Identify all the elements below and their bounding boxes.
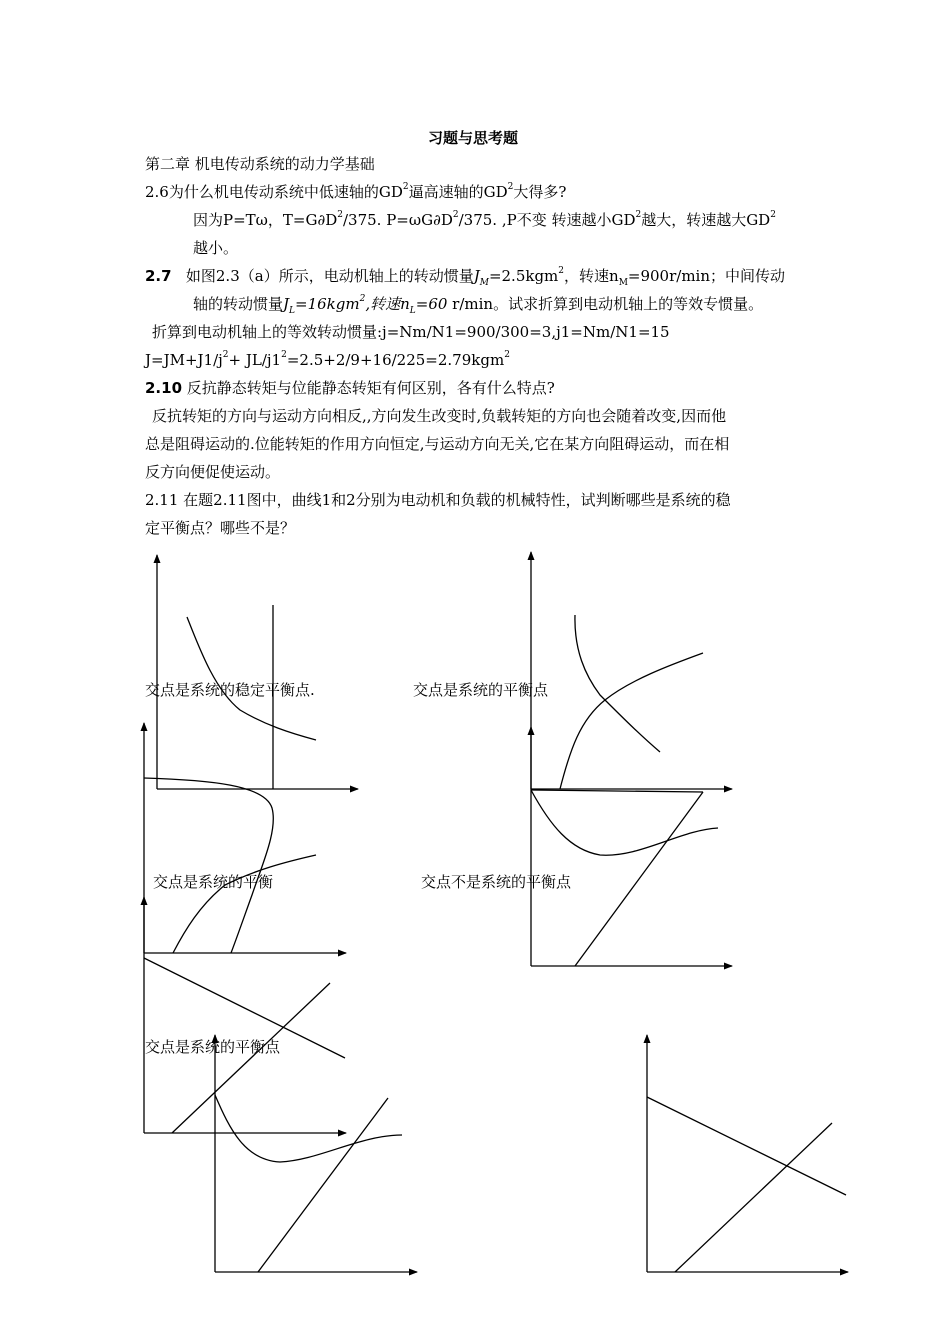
graph-g	[647, 1035, 848, 1272]
graph-d-curve-motor	[531, 790, 718, 855]
graph-c-curve-load	[173, 855, 316, 953]
question-2-11-line1: 2.11 在题2.11图中，曲线1和2分别为电动机和负载的机械特性，试判断哪些是系统的稳	[145, 491, 731, 509]
question-2-10: 2.10 反抗静态转矩与位能静态转矩有何区别，各有什么特点?	[145, 379, 555, 397]
graph-d	[531, 727, 732, 966]
answer-2-7-line2: $J=JM+J1/j^2+ JL/j1^2=2.5+2/9+16/225=2.79kgm^2$	[145, 350, 510, 369]
graph-b-curve-load	[560, 653, 703, 789]
answer-2-6-line2: 越小。	[193, 239, 239, 257]
question-2-7-line1: 2.7 如图2.3（a）所示，电动机轴上的转动惯量$J_M=2.5kgm^2$，转速$n_M=900r/\min$；中间传动	[145, 266, 786, 288]
page-title: 习题与思考题	[428, 129, 519, 147]
label-graph-d: 交点不是系统的平衡点	[421, 873, 572, 891]
label-graph-a: 交点是系统的稳定平衡点.	[145, 681, 315, 699]
answer-2-10-line3: 反方向便促使运动。	[145, 463, 281, 481]
graph-f	[215, 1035, 417, 1272]
graph-d-curve-load	[575, 792, 703, 966]
graph-g-curve-motor	[647, 1097, 846, 1195]
question-2-11-line2: 定平衡点？哪些不是？	[145, 519, 296, 537]
graph-c-curve-motor	[144, 778, 273, 953]
label-graph-b: 交点是系统的平衡点	[413, 681, 549, 699]
graph-e	[144, 897, 346, 1133]
graph-a-curve-motor	[187, 617, 316, 740]
graph-g-curve-load	[675, 1123, 832, 1272]
graph-d-horizontal-line	[531, 790, 703, 792]
graph-b-curve-motor	[575, 615, 660, 752]
graph-a	[157, 555, 358, 789]
answer-2-7-line1: 折算到电动机轴上的等效转动惯量:j=Nm/N1=900/300=3,j1=Nm/N1=15	[152, 323, 670, 341]
graph-c	[144, 723, 346, 953]
answer-2-10-line2: 总是阻碍运动的.位能转矩的作用方向恒定,与运动方向无关,它在某方向阻碍运动，而在相	[145, 435, 730, 453]
question-2-6: 2.6为什么机电传动系统中低速轴的$GD^2$逼高速轴的$GD^2$大得多?	[145, 182, 567, 201]
label-graph-e: 交点是系统的平衡点	[145, 1038, 281, 1056]
answer-2-6-line1: 因为P=Tω，$T=G\partial D^2/375$. $P=\omega G\partial D^2/375$. ,P不变 转速越小$GD^2$越大，转速越大$GD^2$	[193, 210, 776, 229]
label-graph-c: 交点是系统的平衡	[153, 873, 274, 891]
graph-e-curve-load	[172, 983, 330, 1133]
chapter-heading: 第二章 机电传动系统的动力学基础	[145, 155, 375, 173]
graph-b	[531, 552, 732, 789]
graph-f-curve-motor	[215, 1095, 402, 1162]
question-2-7-line2: 轴的转动惯量$J_L=16kgm^2$,转速$n_L=60$ r/min。试求折算到电动机轴上的等效专惯量。	[193, 294, 764, 316]
graph-f-curve-load	[258, 1098, 388, 1272]
answer-2-10-line1: 反抗转矩的方向与运动方向相反,,方向发生改变时,负载转矩的方向也会随着改变,因而他	[152, 407, 727, 425]
